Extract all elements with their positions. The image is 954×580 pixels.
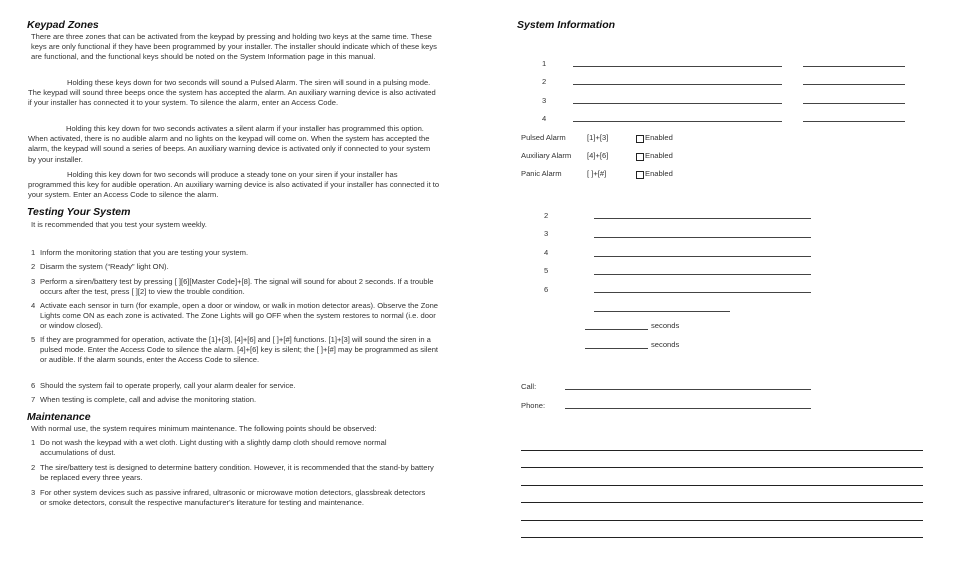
- zone-number: 4: [544, 248, 549, 257]
- phone-label: Phone:: [521, 401, 546, 410]
- step-number: 3: [31, 277, 36, 286]
- step-number: 4: [31, 301, 36, 310]
- enabled-label: Enabled: [645, 133, 673, 142]
- testing-heading: Testing Your System: [27, 206, 131, 218]
- zone-number: 3: [544, 229, 549, 238]
- alarm-name: Panic Alarm: [521, 169, 562, 178]
- enabled-checkbox[interactable]: [636, 135, 644, 143]
- keypad-panic-paragraph: Holding this key down for two seconds will produce a steady tone on your siren if your installer has programmed this key for audible operation. An auxiliary warning device is also activated if your installer has connected it to your system. Enter an Access Code to silence the alarm.: [28, 170, 440, 200]
- code-number: 1: [542, 59, 547, 68]
- step-text: Should the system fail to operate properly, call your alarm dealer for service.: [40, 381, 296, 390]
- item-text: The sire/battery test is designed to determine battery condition. However, it is recommended that the stand-by battery be replaced every three years.: [40, 463, 434, 483]
- keypad-pulsed-paragraph: Holding these keys down for two seconds will sound a Pulsed Alarm. The siren will sound in a pulsing mode. The keypad will sound three beeps once the system has accepted the alarm. An auxiliary warning device is also activated if your installer has connected it to your system. To silence the alarm, enter an Access Code.: [28, 78, 436, 108]
- step-number: 7: [31, 395, 36, 404]
- call-field[interactable]: [565, 389, 811, 390]
- note-line[interactable]: [521, 520, 923, 521]
- alarm-keys: [4]+[6]: [587, 151, 609, 160]
- alarm-name: Auxiliary Alarm: [521, 151, 572, 160]
- alarm-keys: [ ]+[#]: [587, 169, 607, 178]
- code-number: 4: [542, 114, 547, 123]
- step-text: If they are programmed for operation, activate the [1]+[3], [4]+[6] and [ ]+[#] functions. [1]+[3] will sound the siren in a pulsed mode. Enter the Access Code to silence the alarm. [4]+[6] key is silent; the [ ]+[#] may be programmed as silent or audible. If the alarm sounds, enter the Access Code to silence.: [40, 335, 439, 365]
- step-text: Perform a siren/battery test by pressing [ ][6][Master Code]+[8]. The signal will sound for about 2 seconds. If a trouble occurs after the test, press [ ][2] to view the trouble condition.: [40, 277, 434, 297]
- step-number: 5: [31, 335, 36, 344]
- note-line[interactable]: [521, 450, 923, 451]
- enabled-checkbox[interactable]: [636, 153, 644, 161]
- note-line[interactable]: [521, 467, 923, 468]
- item-number: 2: [31, 463, 36, 472]
- step-text: Inform the monitoring station that you are testing your system.: [40, 248, 249, 257]
- enabled-label: Enabled: [645, 169, 673, 178]
- step-number: 2: [31, 262, 36, 271]
- keypad-zones-heading: Keypad Zones: [27, 19, 99, 31]
- note-line[interactable]: [521, 502, 923, 503]
- code-extra-field[interactable]: [803, 66, 905, 67]
- seconds-field[interactable]: [585, 348, 648, 349]
- zone-number: 2: [544, 211, 549, 220]
- item-text: For other system devices such as passive infrared, ultrasonic or microwave motion detectors, glassbreak detectors or smoke detectors, consult the respective manufacturer's literature for testing and maintenance.: [40, 488, 426, 508]
- zone-field[interactable]: [594, 274, 811, 275]
- code-extra-field[interactable]: [803, 103, 905, 104]
- enabled-label: Enabled: [645, 151, 673, 160]
- call-label: Call:: [521, 382, 537, 391]
- step-text: Activate each sensor in turn (for example, open a door or window, or walk in motion detector areas). Observe the Zone Lights come ON as each zone is activated. The Zone Lights will go OFF when the system restores to normal (i.e. door or window closed).: [40, 301, 439, 331]
- code-field[interactable]: [573, 121, 782, 122]
- code-number: 3: [542, 96, 547, 105]
- alarm-name: Pulsed Alarm: [521, 133, 566, 142]
- maintenance-intro: With normal use, the system requires minimum maintenance. The following points should be observed:: [31, 424, 377, 433]
- enabled-checkbox[interactable]: [636, 171, 644, 179]
- code-extra-field[interactable]: [803, 121, 905, 122]
- item-number: 1: [31, 438, 36, 447]
- code-extra-field[interactable]: [803, 84, 905, 85]
- testing-intro: It is recommended that you test your system weekly.: [31, 220, 207, 229]
- code-field[interactable]: [573, 84, 782, 85]
- seconds-field[interactable]: [585, 329, 648, 330]
- maintenance-heading: Maintenance: [27, 411, 91, 423]
- seconds-label: seconds: [651, 340, 680, 349]
- zone-field[interactable]: [594, 237, 811, 238]
- zone-field[interactable]: [594, 218, 811, 219]
- zone-number: 6: [544, 285, 549, 294]
- note-line[interactable]: [521, 485, 923, 486]
- zone-number: 5: [544, 266, 549, 275]
- code-field[interactable]: [573, 66, 782, 67]
- code-field[interactable]: [573, 103, 782, 104]
- keypad-intro: There are three zones that can be activated from the keypad by pressing and holding two keys at the same time. These keys are only functional if they have been programmed by your installer. The installer should indicate which of these keys are functional, and the functional keys should be noted on the System Information page in this manual.: [31, 32, 437, 62]
- item-number: 3: [31, 488, 36, 497]
- alarm-keys: [1]+[3]: [587, 133, 609, 142]
- step-text: Disarm the system (“Ready” light ON).: [40, 262, 169, 271]
- seconds-label: seconds: [651, 321, 680, 330]
- keypad-silent-paragraph: Holding this key down for two seconds activates a silent alarm if your installer has programmed this option. When activated, there is no audible alarm and no lights on the keypad will come on. When the system has accepted the alarm, the keypad will sound a series of beeps. An auxiliary warning device is activated only if connected to your system by your installer.: [28, 124, 431, 164]
- item-text: Do not wash the keypad with a wet cloth. Light dusting with a slightly damp cloth should remove normal accumulations of dust.: [40, 438, 387, 458]
- system-info-heading: System Information: [517, 19, 616, 31]
- step-number: 6: [31, 381, 36, 390]
- note-line[interactable]: [521, 537, 923, 538]
- code-number: 2: [542, 77, 547, 86]
- step-number: 1: [31, 248, 36, 257]
- phone-field[interactable]: [565, 408, 811, 409]
- blank-field[interactable]: [594, 311, 730, 312]
- zone-field[interactable]: [594, 256, 811, 257]
- zone-field[interactable]: [594, 292, 811, 293]
- step-text: When testing is complete, call and advise the monitoring station.: [40, 395, 257, 404]
